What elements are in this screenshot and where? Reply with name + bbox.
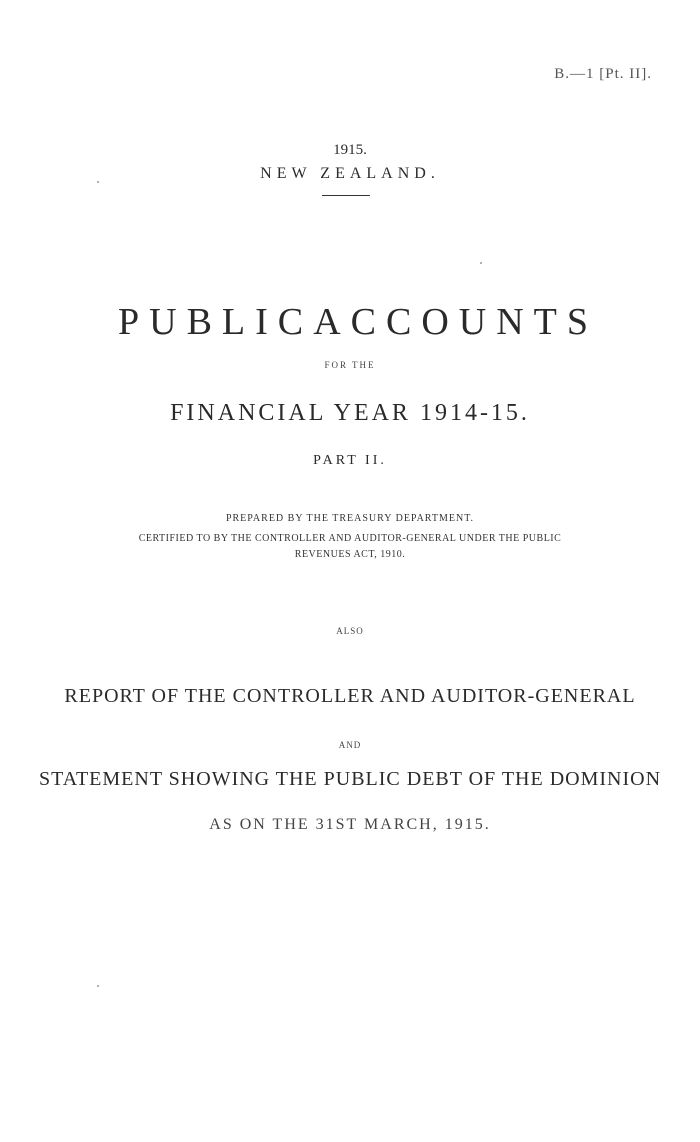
publication-year: 1915. [333, 142, 367, 158]
title-word-public: PUBLIC [118, 301, 314, 343]
as-on-date-line: AS ON THE 31ST MARCH, 1915. [209, 816, 491, 833]
document-reference: B.—1 [Pt. II]. [554, 66, 652, 82]
paper-speck [97, 985, 99, 987]
part-label: PART II. [313, 453, 387, 468]
heading-divider [322, 195, 370, 196]
prepared-by-line: PREPARED BY THE TREASURY DEPARTMENT. [225, 513, 475, 524]
and-label: AND [338, 740, 362, 750]
main-title [118, 300, 598, 344]
financial-year-heading: FINANCIAL YEAR 1914-15. [170, 400, 530, 426]
title-word-accounts: ACCOUNTS [313, 301, 598, 343]
country-heading: NEW ZEALAND. [260, 165, 440, 182]
certified-line-1: CERTIFIED TO BY THE CONTROLLER AND AUDITOR-GENERAL UNDER THE PUBLIC [138, 533, 562, 544]
statement-heading: STATEMENT SHOWING THE PUBLIC DEBT OF THE DOMINION [38, 768, 662, 790]
paper-speck [480, 262, 482, 264]
paper-speck [97, 181, 99, 183]
also-label: ALSO [336, 626, 364, 636]
certified-line-2: REVENUES ACT, 1910. [294, 549, 406, 560]
report-heading: REPORT OF THE CONTROLLER AND AUDITOR-GENERAL [64, 685, 636, 707]
for-the-label: FOR THE [324, 360, 376, 370]
